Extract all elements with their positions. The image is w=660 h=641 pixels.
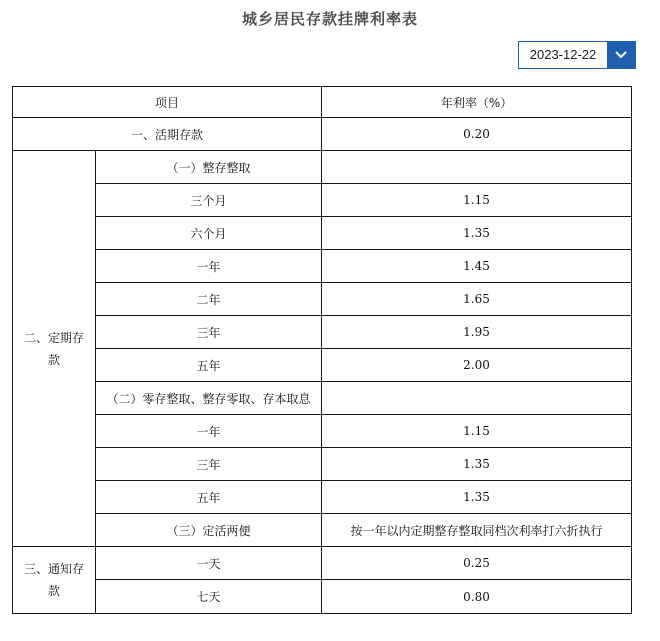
table-row <box>13 217 632 250</box>
installment-label: （二）零存整取、整存零取、存本取息 <box>96 382 322 415</box>
term-cell: 一年 <box>96 415 322 448</box>
rate-cell <box>322 151 632 184</box>
table-row <box>13 151 632 184</box>
term-cell: 二年 <box>96 283 322 316</box>
time-deposit-label-line2: 款 <box>47 352 60 367</box>
term-cell: 三个月 <box>96 184 322 217</box>
term-cell: 五年 <box>96 349 322 382</box>
time-deposit-label <box>13 151 96 547</box>
table-row <box>13 415 632 448</box>
header-row <box>13 87 632 118</box>
chevron-down-icon <box>615 51 627 59</box>
table-row <box>13 316 632 349</box>
flexible-rate: 按一年以内定期整存整取同档次利率打六折执行 <box>322 514 632 547</box>
table-row <box>13 481 632 514</box>
time-deposit-label-line1: 二、定期存 <box>23 330 84 345</box>
table-row <box>13 580 632 614</box>
rate-cell <box>322 382 632 415</box>
table-row <box>13 184 632 217</box>
table-row <box>13 349 632 382</box>
header-item: 项目 <box>13 87 322 118</box>
rate-cell: 1.15 <box>322 184 632 217</box>
table-row <box>13 118 632 151</box>
demand-deposit-rate: 0.20 <box>322 118 632 151</box>
table-row <box>13 250 632 283</box>
term-cell: 六个月 <box>96 217 322 250</box>
date-value: 2023-12-22 <box>529 47 597 62</box>
table-row <box>13 283 632 316</box>
header-rate: 年利率（%） <box>322 87 632 118</box>
table-row <box>13 382 632 415</box>
term-cell: 一天 <box>96 547 322 580</box>
rate-cell: 1.45 <box>322 250 632 283</box>
interest-rate-table <box>12 86 632 614</box>
rate-cell: 2.00 <box>322 349 632 382</box>
rate-cell: 1.35 <box>322 481 632 514</box>
rate-cell: 1.95 <box>322 316 632 349</box>
term-cell: 五年 <box>96 481 322 514</box>
rate-cell: 1.15 <box>322 415 632 448</box>
table-row <box>13 448 632 481</box>
notice-deposit-label-line2: 款 <box>47 584 60 598</box>
term-cell: 七天 <box>96 580 322 614</box>
rate-cell: 0.80 <box>322 580 632 614</box>
term-cell: 三年 <box>96 316 322 349</box>
term-cell: 三年 <box>96 448 322 481</box>
rate-cell: 0.25 <box>322 547 632 580</box>
date-dropdown-button[interactable] <box>607 42 635 68</box>
notice-deposit-label <box>13 547 96 614</box>
table-row <box>13 547 632 580</box>
demand-deposit-label: 一、活期存款 <box>13 118 322 151</box>
page-title: 城乡居民存款挂牌利率表 <box>241 10 418 28</box>
term-cell: 一年 <box>96 250 322 283</box>
rate-cell: 1.65 <box>322 283 632 316</box>
rate-cell: 1.35 <box>322 448 632 481</box>
lump-sum-label: （一）整存整取 <box>96 151 322 184</box>
rate-cell: 1.35 <box>322 217 632 250</box>
date-select[interactable] <box>518 41 636 69</box>
table-row <box>13 514 632 547</box>
notice-deposit-label-line1: 三、通知存 <box>23 562 84 576</box>
flexible-label: （三）定活两便 <box>96 514 322 547</box>
